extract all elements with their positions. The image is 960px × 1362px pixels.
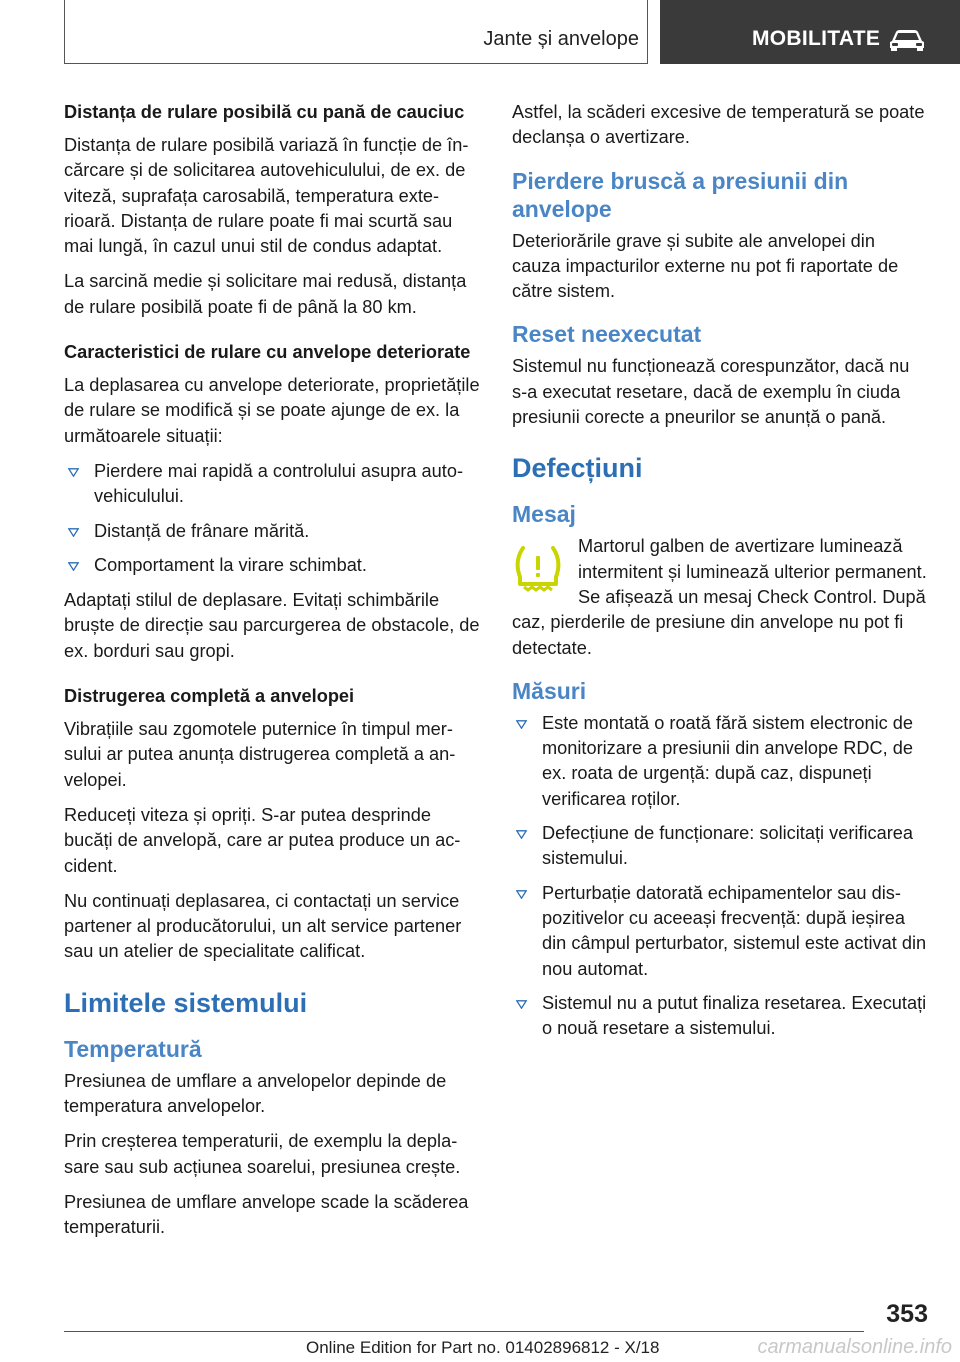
paragraph: Sistemul nu funcționează corespunzător, dacă nu s-a executat resetare, dacă de exemplu în ciuda presiunii corecte a pneurilor se anunță o pană. (512, 356, 910, 428)
list-item (512, 711, 928, 812)
chapter-tab[interactable] (660, 0, 960, 64)
characteristics-list (64, 459, 480, 578)
list-item (512, 881, 928, 982)
triangle-bullet-icon (516, 720, 527, 729)
paragraph: Vibrațiile sau zgomotele puternice în timpul mersului ar putea anunța distrugerea completă a anvelopei. (64, 719, 456, 790)
watermark: carmanualsonline.info (757, 1336, 952, 1358)
paragraph: Adaptați stilul de deplasare. Evitați schimbările bruște de direcție sau parcurgerea de obstacole, de ex. borduri sau gropi. (64, 590, 480, 661)
paragraph: Presiunea de umflare a anvelopelor depinde de temperatura anvelopelor. (64, 1070, 447, 1117)
paragraph: La deplasarea cu anvelope deteriorate, proprietățile de rulare se modifică și se poate ajunge de ex. la următoarele situații: (64, 375, 480, 446)
heading-sudden-loss: Pierdere bruscă a presiunii din anvelope (512, 167, 849, 222)
list-item-text: Defecțiune de funcționare: solicitați verificarea sistemului. (542, 823, 914, 869)
paragraph: Distanța de rulare posibilă variază în funcție de încărcare și de solicitarea autovehiculului, de ex. de viteză, suprafața carosabilă, temperatura exterioară. Distanța de rulare poate fi mai scurtă sau mai lungă, în cazul unui stil de condus adaptat. (64, 135, 469, 257)
list-item (64, 519, 480, 544)
triangle-bullet-icon (516, 830, 527, 839)
paragraph: Presiunea de umflare anvelope scade la scăderea temperaturii. (64, 1191, 469, 1238)
footer-divider (64, 1331, 864, 1332)
tire-pressure-warning-icon (512, 544, 564, 592)
list-item-text: Perturbație datorată echipamentelor sau dispozitivelor cu aceeași frecvență: după ieșirea din câmpul perturbator, sistemul este activat din nou automat. (542, 882, 927, 979)
heading-limits: Limitele sistemului (64, 987, 308, 1018)
header-box (64, 0, 648, 64)
list-item-text: Comportament la virare schimbat. (94, 554, 367, 575)
paragraph: Astfel, la scăderi excesive de temperatură se poate declanșa o avertizare. (512, 102, 925, 148)
car-icon (888, 27, 926, 51)
paragraph: Deteriorările grave și subite ale anvelopei din cauza impacturilor externe nu pot fi raportate de către sistem. (512, 230, 899, 302)
measures-list (512, 711, 928, 1042)
heading-faults: Defecțiuni (512, 453, 643, 484)
paragraph: Martorul galben de avertizare luminează intermitent și luminează ulterior permanent. Se afișează un mesaj Check Control. După caz, pierderile de presiune din anvelope nu pot fi detectate. (512, 536, 927, 658)
triangle-bullet-icon (68, 528, 79, 537)
chapter-label: MOBILITATE (752, 27, 881, 50)
triangle-bullet-icon (68, 468, 79, 477)
subheading-distance: Distanța de rulare posibilă cu pană de cauciuc (64, 102, 465, 122)
paragraph: Nu continuați deplasarea, ci contactați un service partener al producătorului, un alt service partener sau un atelier de specialitate calificat. (64, 890, 462, 962)
left-column (64, 100, 480, 1251)
list-item-text: Sistemul nu a putut finaliza resetarea. Executați o nouă resetare a sistemului. (542, 992, 927, 1039)
list-item-text: Distanță de frânare mărită. (94, 520, 310, 541)
list-item (64, 553, 480, 578)
paragraph: La sarcină medie și solicitare mai redusă, distanța de rulare posibilă poate fi de până la 80 km. (64, 271, 467, 317)
paragraph: Reduceți viteza și opriți. S-ar putea desprinde bucăți de anvelopă, care ar putea produce un accident. (64, 804, 461, 876)
warning-block (512, 534, 928, 660)
list-item-text: Este montată o roată fără sistem electronic de monitorizare a presiunii din anvelope RDC, de ex. roata de urgență: după caz, dispuneți verificarea roților. (542, 712, 914, 809)
list-item (64, 459, 480, 510)
heading-message: Mesaj (512, 501, 576, 528)
heading-temperature: Temperatură (64, 1035, 202, 1062)
footer-edition: Online Edition for Part no. 01402896812 - X/18 (306, 1338, 660, 1357)
paragraph: Prin creșterea temperaturii, de exemplu la deplasare sau sub acțiunea soarelui, presiunea crește. (64, 1131, 461, 1177)
list-item (512, 821, 928, 872)
right-column (512, 100, 928, 1051)
triangle-bullet-icon (516, 890, 527, 899)
list-item-text: Pierdere mai rapidă a controlului asupra autovehiculului. (94, 460, 464, 507)
subheading-destruction: Distrugerea completă a anvelopei (64, 686, 355, 707)
heading-reset: Reset neexecutat (512, 321, 702, 348)
triangle-bullet-icon (516, 1000, 527, 1009)
subheading-characteristics: Caracteristici de rulare cu anvelope deteriorate (64, 342, 471, 363)
page-number: 353 (886, 1300, 928, 1328)
list-item (512, 991, 928, 1042)
heading-measures: Măsuri (512, 677, 587, 704)
section-title: Jante și anvelope (483, 28, 639, 50)
triangle-bullet-icon (68, 562, 79, 571)
